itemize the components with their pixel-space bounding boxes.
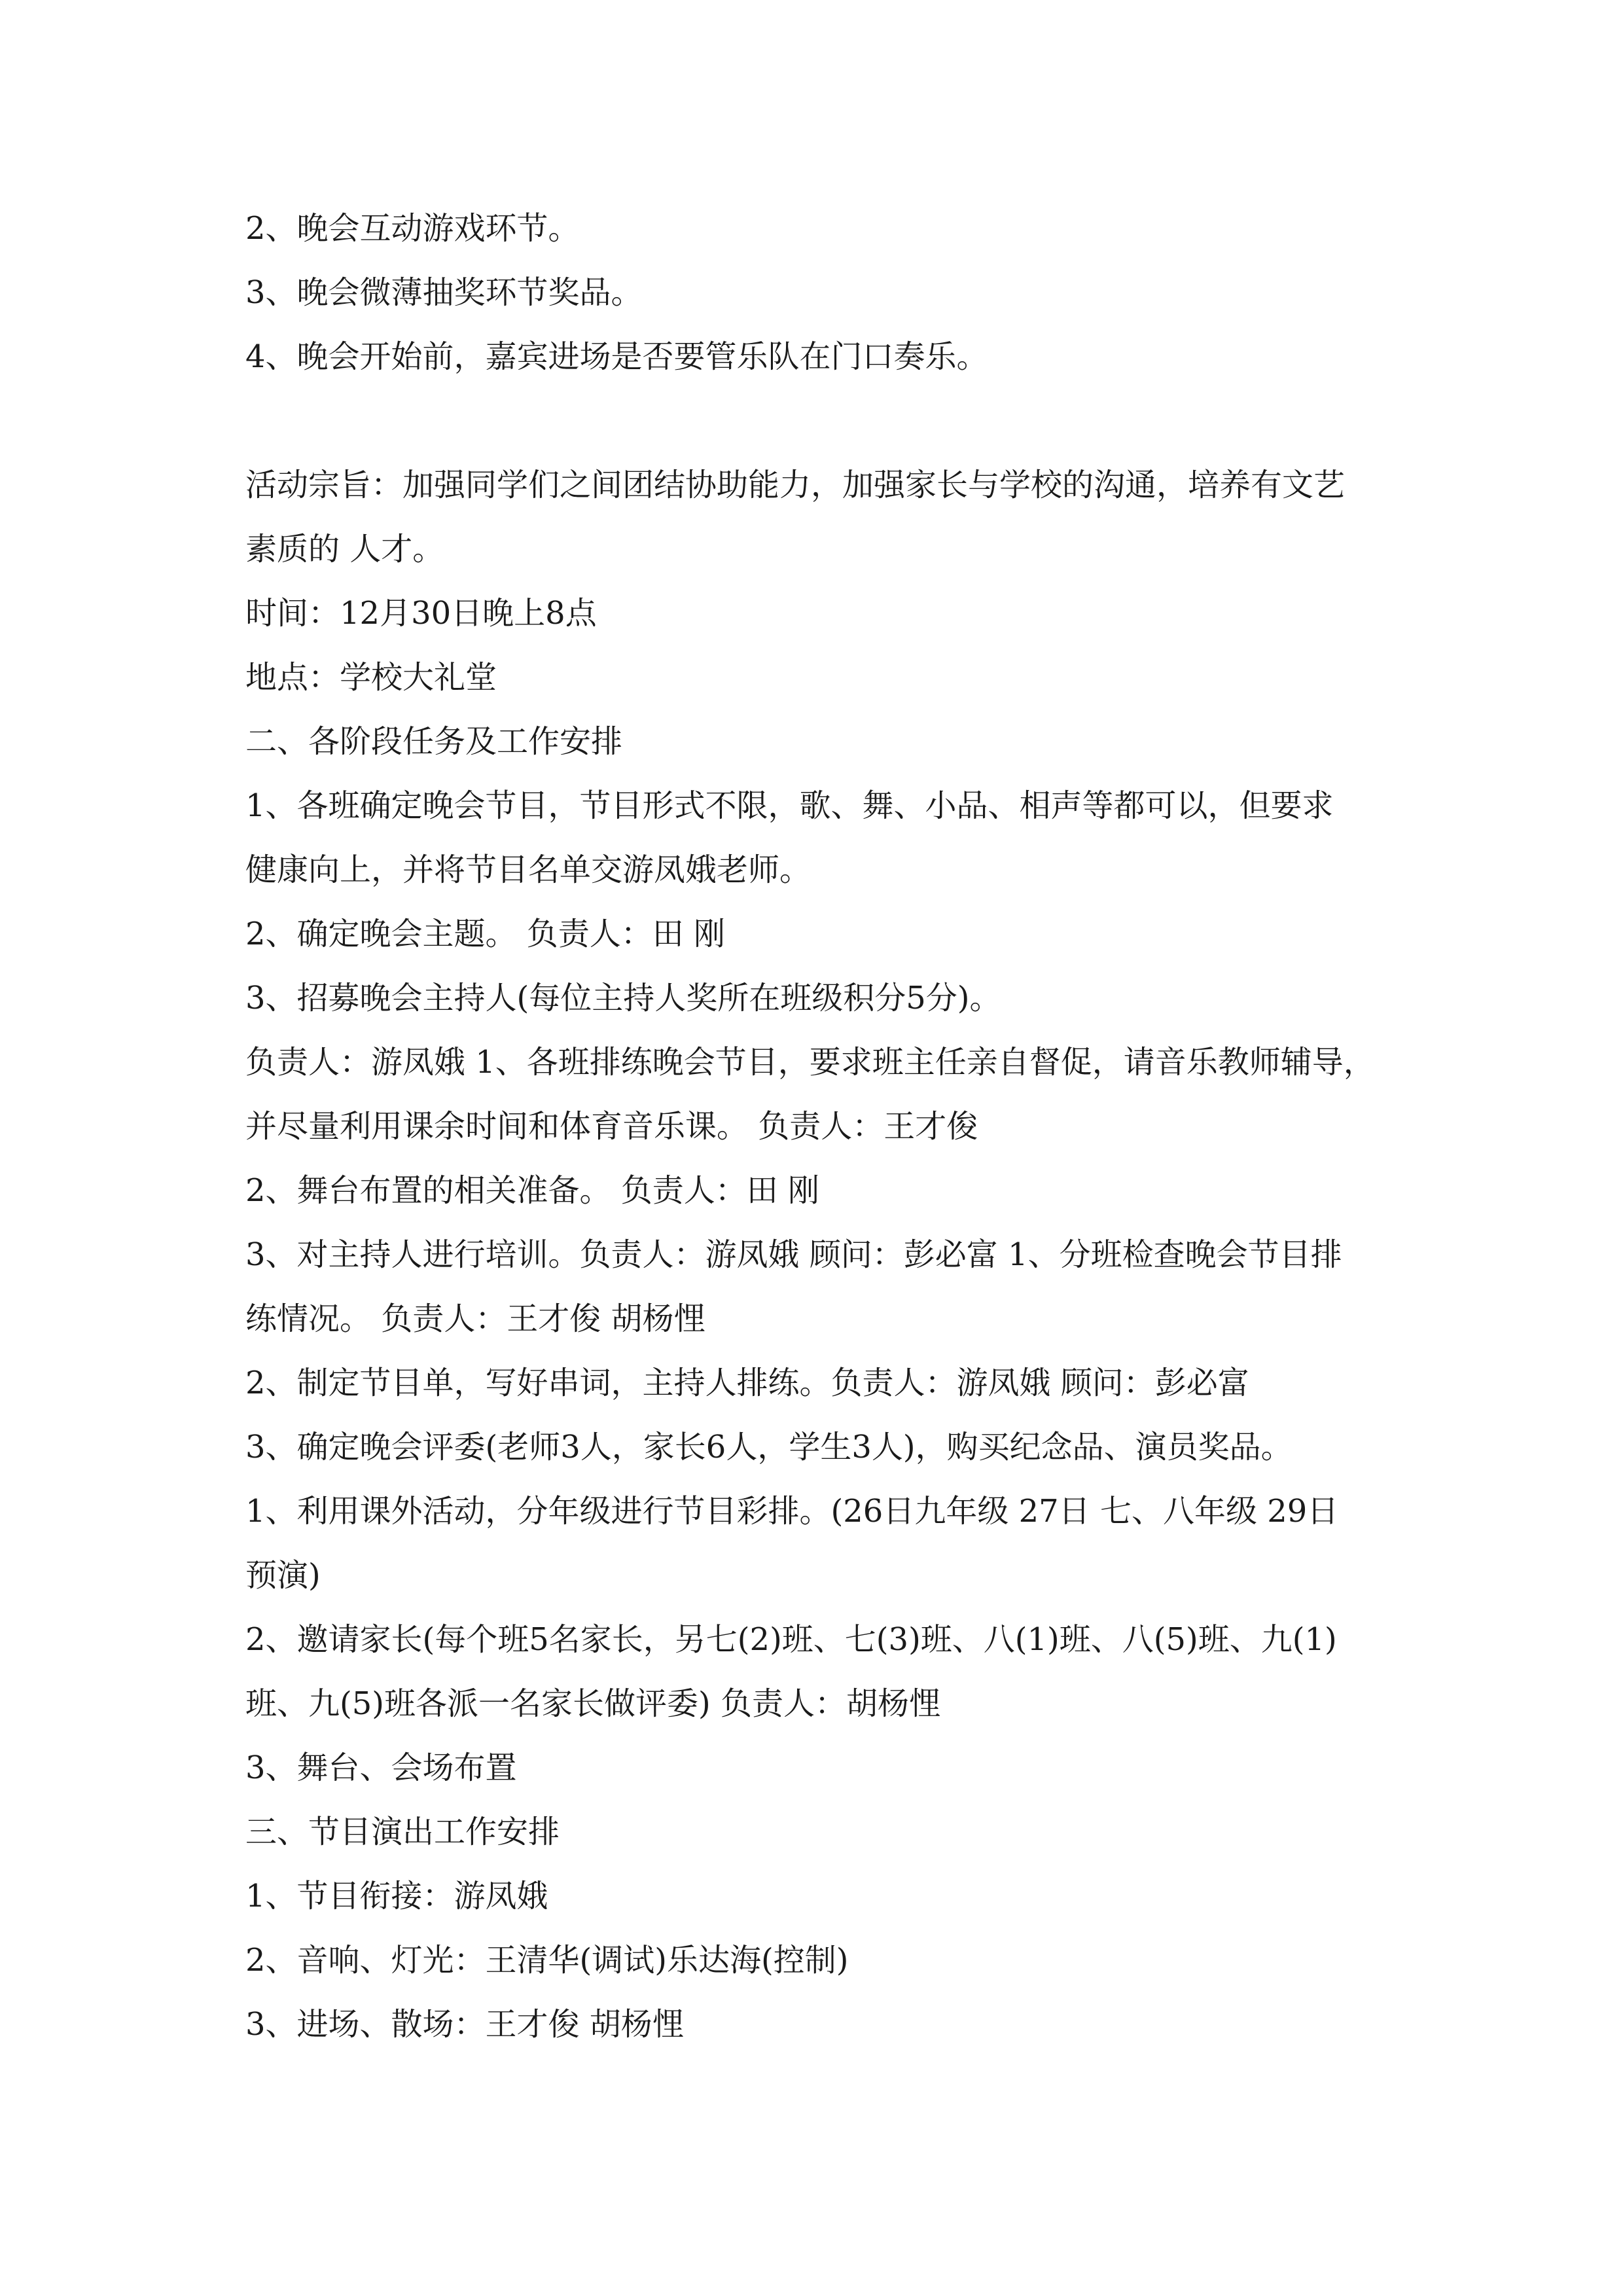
text-line: 2、确定晚会主题。 负责人：田 刚 [245, 916, 726, 952]
text-line: 2、晚会互动游戏环节。 [245, 210, 580, 247]
text-line: 健康向上，并将节目名单交游凤娥老师。 [245, 852, 812, 888]
text-line: 3、晚会微薄抽奖环节奖品。 [245, 274, 643, 311]
paragraph-gap [245, 389, 1387, 453]
text-line: 4、晚会开始前，嘉宾进场是否要管乐队在门口奏乐。 [245, 338, 988, 375]
text-line: 2、制定节目单，写好串词，主持人排练。负责人：游凤娥 顾问：彭必富 [245, 1365, 1249, 1401]
text-line: 素质的 人才。 [245, 531, 444, 567]
section-heading: 二、各阶段任务及工作安排 [245, 723, 623, 760]
text-line: 地点：学校大礼堂 [245, 659, 497, 696]
text-line: 1、节目衔接：游凤娥 [245, 1878, 548, 1914]
text-line: 3、招募晚会主持人(每位主持人奖所在班级积分5分)。 [245, 980, 1001, 1016]
text-line: 1、各班确定晚会节目，节目形式不限，歌、舞、小品、相声等都可以，但要求 [245, 787, 1334, 824]
text-line: 1、利用课外活动，分年级进行节目彩排。(26日九年级 27日 七、八年级 29日 [245, 1493, 1339, 1530]
text-line: 2、音响、灯光：王清华(调试)乐达海(控制) [245, 1942, 849, 1979]
text-line: 班、九(5)班各派一名家长做评委) 负责人：胡杨悝 [245, 1685, 940, 1722]
text-line: 预演) [245, 1557, 321, 1594]
text-line: 3、进场、散场：王才俊 胡杨悝 [245, 2006, 684, 2043]
text-line: 3、确定晚会评委(老师3人，家长6人，学生3人)，购买纪念品、演员奖品。 [245, 1429, 1293, 1465]
text-line: 练情况。 负责人：王才俊 胡杨悝 [245, 1300, 705, 1337]
text-line: 并尽量利用课余时间和体育音乐课。 负责人：王才俊 [245, 1108, 978, 1145]
document-body [245, 196, 1387, 2056]
text-line: 3、对主持人进行培训。负责人：游凤娥 顾问：彭必富 1、分班检查晚会节目排 [245, 1236, 1342, 1273]
section-heading: 三、节目演出工作安排 [245, 1814, 560, 1850]
text-line: 3、舞台、会场布置 [245, 1749, 517, 1786]
text-line: 时间：12月30日晚上8点 [245, 595, 597, 632]
text-line: 2、舞台布置的相关准备。 负责人：田 刚 [245, 1172, 820, 1209]
text-line: 活动宗旨：加强同学们之间团结协助能力，加强家长与学校的沟通，培养有文艺 [245, 467, 1346, 503]
text-line: 2、邀请家长(每个班5名家长，另七(2)班、七(3)班、八(1)班、八(5)班、九(1) [245, 1621, 1337, 1658]
text-line: 负责人：游凤娥 1、各班排练晚会节目，要求班主任亲自督促，请音乐教师辅导， [245, 1044, 1375, 1081]
